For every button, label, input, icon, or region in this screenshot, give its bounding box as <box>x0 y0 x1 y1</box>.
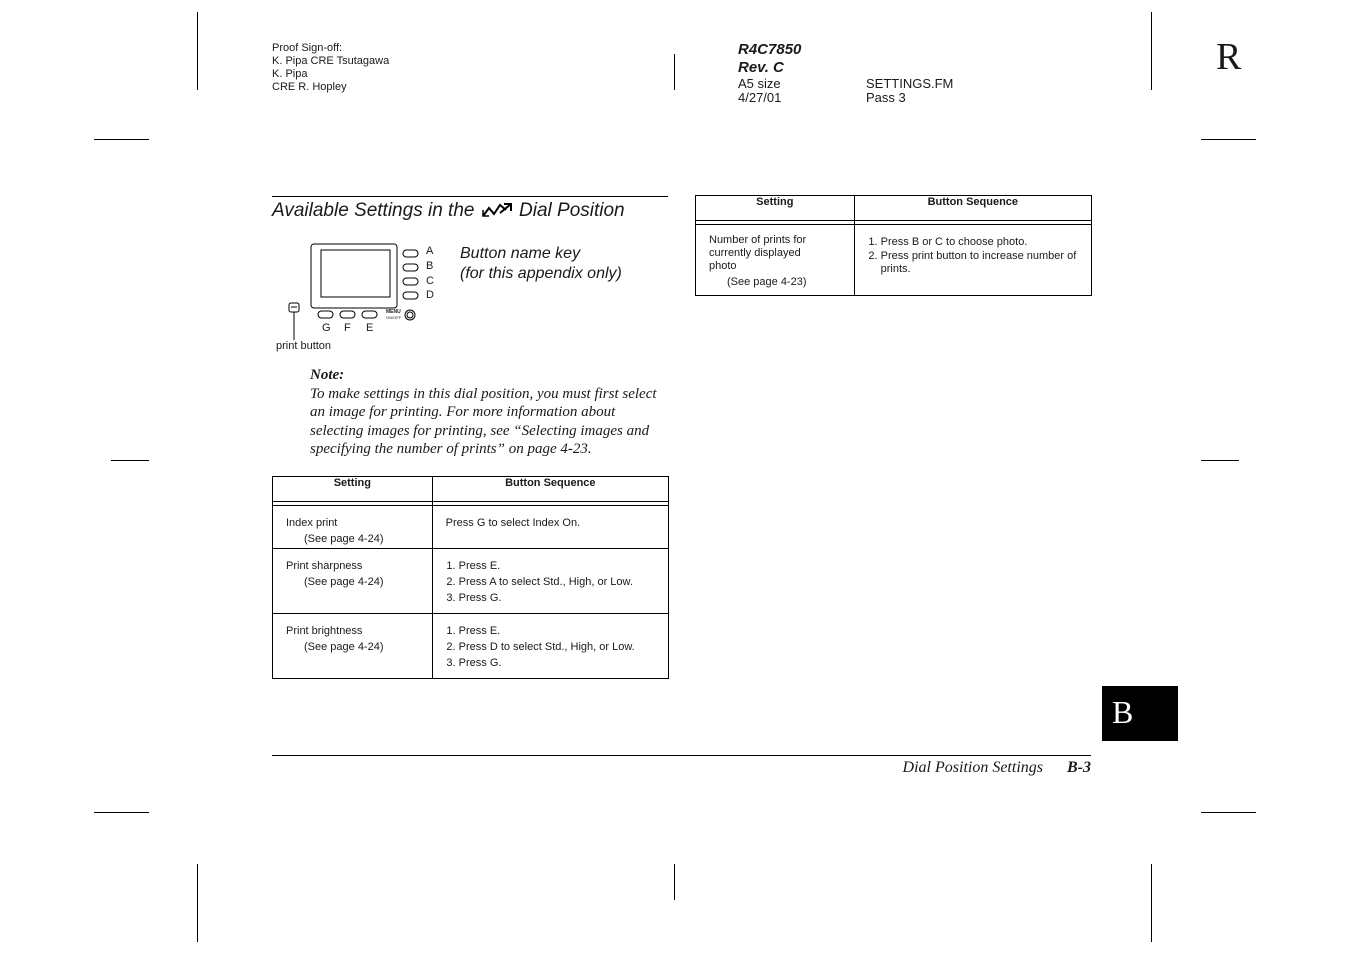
crop-mark <box>674 54 675 90</box>
crop-mark <box>1201 812 1256 813</box>
chapter-tab <box>1102 686 1178 741</box>
sequence-list <box>446 623 657 671</box>
setting-name: Print brightness <box>286 625 363 637</box>
corner-letter: R <box>1216 36 1242 78</box>
column-header: Setting <box>696 196 855 221</box>
setting-name: Number of prints for <box>709 234 807 246</box>
label-e: E <box>366 322 374 334</box>
label-g: G <box>322 322 331 334</box>
doc-date: 4/27/01 <box>738 90 782 105</box>
button-diagram <box>276 240 450 360</box>
setting-name: photo <box>709 260 737 272</box>
proof-line: Proof Sign-off: <box>272 42 343 54</box>
sequence-step: 3. Press G. <box>459 655 657 671</box>
sequence-step: 1. Press E. <box>459 558 657 574</box>
settings-table-left <box>272 476 669 679</box>
table-row <box>696 225 1092 296</box>
footer-section-name: Dial Position Settings <box>902 759 1043 776</box>
crop-mark <box>1151 864 1152 942</box>
sequence-step: 2. Press A to select Std., High, or Low. <box>459 574 657 590</box>
column-header: Button Sequence <box>432 477 668 502</box>
column-header: Setting <box>273 477 433 502</box>
doc-pass: Pass 3 <box>866 90 906 105</box>
sequence-step: 3. Press G. <box>459 590 657 606</box>
table-row <box>273 549 669 614</box>
label-d: D <box>426 289 434 301</box>
crop-mark <box>1151 12 1152 90</box>
section-title-after: Dial Position <box>519 200 625 221</box>
dial-print-icon <box>480 200 514 220</box>
sequence-step: 2. Press D to select Std., High, or Low. <box>459 639 657 655</box>
table-row <box>273 614 669 679</box>
crop-mark <box>1201 139 1256 140</box>
doc-rev: Rev. C <box>738 59 784 76</box>
key-line-2: (for this appendix only) <box>460 265 622 282</box>
page-ref: (See page 4-24) <box>304 533 384 545</box>
footer-rule <box>272 755 1091 756</box>
menu-sub-label: ON/OFF <box>386 315 402 320</box>
column-header: Button Sequence <box>854 196 1091 221</box>
sequence-step: 1. Press B or C to choose photo. <box>881 234 1080 250</box>
section-title <box>272 199 625 223</box>
setting-name: Print sharpness <box>286 560 363 572</box>
crop-mark <box>111 460 149 461</box>
crop-mark <box>197 864 198 942</box>
sequence-list <box>868 234 1080 276</box>
setting-name: currently displayed <box>709 247 801 259</box>
sequence-step: Press G to select Index On. <box>445 517 581 529</box>
doc-size: A5 size <box>738 76 781 91</box>
footer <box>860 758 1091 778</box>
settings-table-right <box>695 195 1092 296</box>
page-ref: (See page 4-23) <box>727 276 807 288</box>
note-text: To make settings in this dial position, you must first select an image for printing. For more information about selecting images for printing, see “Selecting images and specifying the number of prints” on page 4-23. <box>310 385 657 457</box>
doc-info <box>738 41 998 105</box>
chapter-tab-letter: B <box>1112 694 1134 730</box>
heading-rule <box>272 196 668 197</box>
section-title-before: Available Settings in the <box>272 200 475 221</box>
key-line-1: Button name key <box>460 245 581 262</box>
proof-line: K. Pipa <box>272 68 308 80</box>
footer-page-number: B-3 <box>1067 759 1091 776</box>
sequence-step: 2. Press print button to increase number of prints. <box>881 250 1080 276</box>
camera-panel-drawing <box>280 240 450 340</box>
page-ref: (See page 4-24) <box>304 641 384 653</box>
crop-mark <box>94 812 149 813</box>
doc-file: SETTINGS.FM <box>866 76 954 91</box>
setting-name: Index print <box>286 517 338 529</box>
print-button-label: print button <box>276 340 332 352</box>
label-b: B <box>426 260 434 272</box>
label-a: A <box>426 245 434 257</box>
proof-line: K. Pipa CRE Tsutagawa <box>272 55 390 67</box>
label-f: F <box>344 322 351 334</box>
proof-line: CRE R. Hopley <box>272 81 347 93</box>
page-ref: (See page 4-24) <box>304 576 384 588</box>
proof-signoff <box>272 42 389 94</box>
sequence-step: 1. Press E. <box>459 623 657 639</box>
note-heading: Note: <box>310 367 345 383</box>
crop-mark <box>94 139 149 140</box>
sequence-list <box>446 558 657 606</box>
doc-code: R4C7850 <box>738 41 802 58</box>
label-c: C <box>426 275 434 287</box>
crop-mark <box>197 12 198 90</box>
button-name-key <box>460 244 622 284</box>
crop-mark <box>1201 460 1239 461</box>
table-row <box>273 506 669 549</box>
note <box>310 366 670 459</box>
crop-mark <box>674 864 675 900</box>
menu-label: MENU <box>386 309 401 315</box>
